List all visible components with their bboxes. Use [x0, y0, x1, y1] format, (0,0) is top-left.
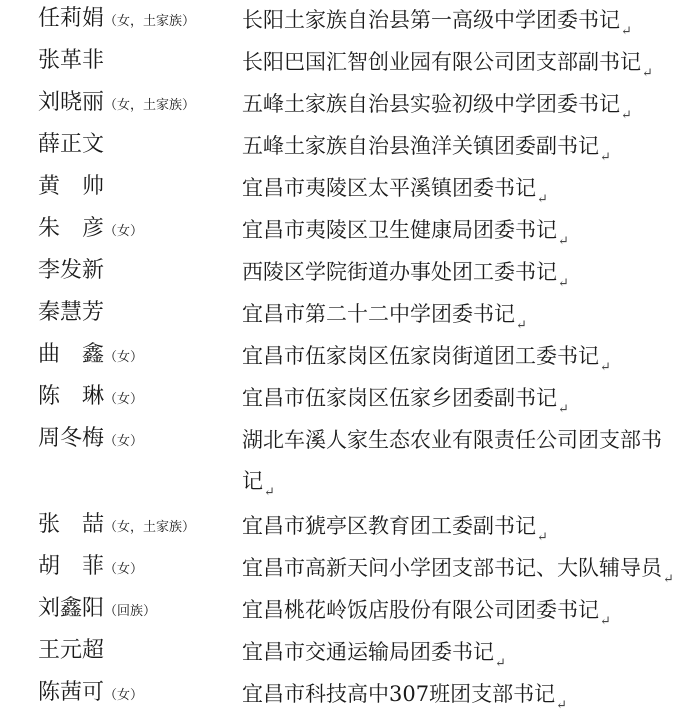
paragraph-mark-icon: ↵	[264, 485, 275, 500]
paragraph-mark-icon: ↵	[600, 614, 611, 629]
person-note: （回族）	[104, 604, 157, 619]
person-name: 陈 琳	[38, 384, 105, 409]
entry-position-cell	[242, 47, 662, 89]
roster-entry	[0, 294, 700, 336]
person-name: 朱 彦	[38, 216, 105, 241]
roster-entry	[0, 168, 700, 210]
entry-position-cell	[242, 637, 662, 679]
position-title: 宜昌市科技高中307班团支部书记	[242, 682, 556, 706]
roster-entry	[0, 674, 700, 716]
person-name: 张革非	[38, 48, 105, 73]
roster-entry	[0, 420, 700, 504]
entry-position-cell	[242, 5, 662, 47]
person-name: 李发新	[38, 258, 105, 283]
position-title: 五峰土家族自治县实验初级中学团委书记	[242, 92, 620, 116]
position-title: 宜昌市高新天问小学团支部书记、大队辅导员	[242, 556, 662, 580]
entry-position-cell	[242, 595, 662, 637]
paragraph-mark-icon: ↵	[600, 150, 611, 165]
person-note: （女，土家族）	[104, 520, 196, 535]
person-name: 秦慧芳	[38, 300, 105, 325]
entry-name-cell	[38, 594, 156, 627]
entry-name-cell	[38, 130, 104, 163]
roster-entry	[0, 590, 700, 632]
roster-entry	[0, 126, 700, 168]
entry-name-cell	[38, 256, 104, 289]
person-note: （女，土家族）	[104, 98, 196, 113]
roster-entry	[0, 84, 700, 126]
roster-entry	[0, 42, 700, 84]
paragraph-mark-icon: ↵	[663, 572, 674, 587]
person-name: 黄 帅	[38, 174, 105, 199]
roster-entry	[0, 252, 700, 294]
entry-name-cell	[38, 552, 143, 585]
entry-position-cell	[242, 89, 662, 131]
paragraph-mark-icon: ↵	[558, 276, 569, 291]
paragraph-mark-icon: ↵	[537, 530, 548, 545]
person-name: 薛正文	[38, 132, 105, 157]
position-title: 宜昌市第二十二中学团委书记	[242, 302, 515, 326]
entry-position-cell	[242, 131, 662, 173]
paragraph-mark-icon: ↵	[516, 318, 527, 333]
position-title: 宜昌市伍家岗区伍家岗街道团工委书记	[242, 344, 599, 368]
person-name: 陈茜可	[38, 680, 105, 705]
position-title: 宜昌桃花岭饭店股份有限公司团委书记	[242, 598, 599, 622]
paragraph-mark-icon: ↵	[558, 402, 569, 417]
entry-name-cell	[38, 510, 195, 543]
person-name: 周冬梅	[38, 426, 105, 451]
entry-name-cell	[38, 4, 195, 37]
entry-name-cell	[38, 424, 143, 457]
entry-position-cell	[242, 420, 662, 513]
person-note: （女）	[104, 562, 144, 577]
entry-name-cell	[38, 46, 104, 79]
position-title: 宜昌市交通运输局团委书记	[242, 640, 494, 664]
entry-name-cell	[38, 340, 143, 373]
paragraph-mark-icon: ↵	[600, 360, 611, 375]
person-note: （女）	[104, 350, 144, 365]
roster-entry	[0, 210, 700, 252]
entry-position-cell	[242, 383, 662, 425]
position-title: 宜昌市猇亭区教育团工委副书记	[242, 514, 536, 538]
roster-entry	[0, 632, 700, 674]
entry-position-cell	[242, 553, 674, 595]
entry-position-cell	[242, 215, 662, 257]
paragraph-mark-icon: ↵	[495, 656, 506, 671]
paragraph-mark-icon: ↵	[558, 234, 569, 249]
paragraph-mark-icon: ↵	[556, 698, 567, 713]
paragraph-mark-icon: ↵	[642, 66, 653, 81]
person-name: 胡 菲	[38, 554, 105, 579]
person-note: （女）	[104, 688, 144, 703]
position-title: 五峰土家族自治县渔洋关镇团委副书记	[242, 134, 599, 158]
entry-name-cell	[38, 88, 195, 121]
entry-position-cell	[242, 173, 662, 215]
roster-entry	[0, 506, 700, 548]
person-note: （女）	[104, 224, 144, 239]
roster-entry	[0, 378, 700, 420]
person-note: （女）	[104, 392, 144, 407]
position-title: 西陵区学院街道办事处团工委书记	[242, 260, 557, 284]
roster-entry	[0, 336, 700, 378]
entry-name-cell	[38, 214, 143, 247]
entry-position-cell	[242, 299, 662, 341]
roster-entry	[0, 548, 700, 590]
person-name: 刘鑫阳	[38, 596, 105, 621]
position-title: 长阳土家族自治县第一高级中学团委书记	[242, 8, 620, 32]
position-title: 宜昌市夷陵区太平溪镇团委书记	[242, 176, 536, 200]
paragraph-mark-icon: ↵	[621, 24, 632, 39]
position-title: 长阳巴国汇智创业园有限公司团支部副书记	[242, 50, 641, 74]
person-name: 刘晓丽	[38, 90, 105, 115]
entry-name-cell	[38, 382, 143, 415]
entry-name-cell	[38, 172, 104, 205]
position-title: 宜昌市夷陵区卫生健康局团委书记	[242, 218, 557, 242]
entry-position-cell	[242, 511, 662, 553]
person-name: 曲 鑫	[38, 342, 105, 367]
person-name: 张 喆	[38, 512, 105, 537]
entry-name-cell	[38, 678, 143, 711]
person-name: 任莉娟	[38, 6, 105, 31]
paragraph-mark-icon: ↵	[621, 108, 632, 123]
entry-name-cell	[38, 636, 104, 669]
paragraph-mark-icon: ↵	[537, 192, 548, 207]
position-title: 宜昌市伍家岗区伍家乡团委副书记	[242, 386, 557, 410]
position-title: 湖北车溪人家生态农业有限责任公司团支部书记	[242, 428, 662, 493]
entry-position-cell	[242, 257, 662, 299]
entry-name-cell	[38, 298, 104, 331]
entry-position-cell	[242, 679, 662, 721]
roster-entry	[0, 0, 700, 42]
entry-position-cell	[242, 341, 662, 383]
person-note: （女）	[104, 434, 144, 449]
person-name: 王元超	[38, 638, 105, 663]
person-note: （女，土家族）	[104, 14, 196, 29]
